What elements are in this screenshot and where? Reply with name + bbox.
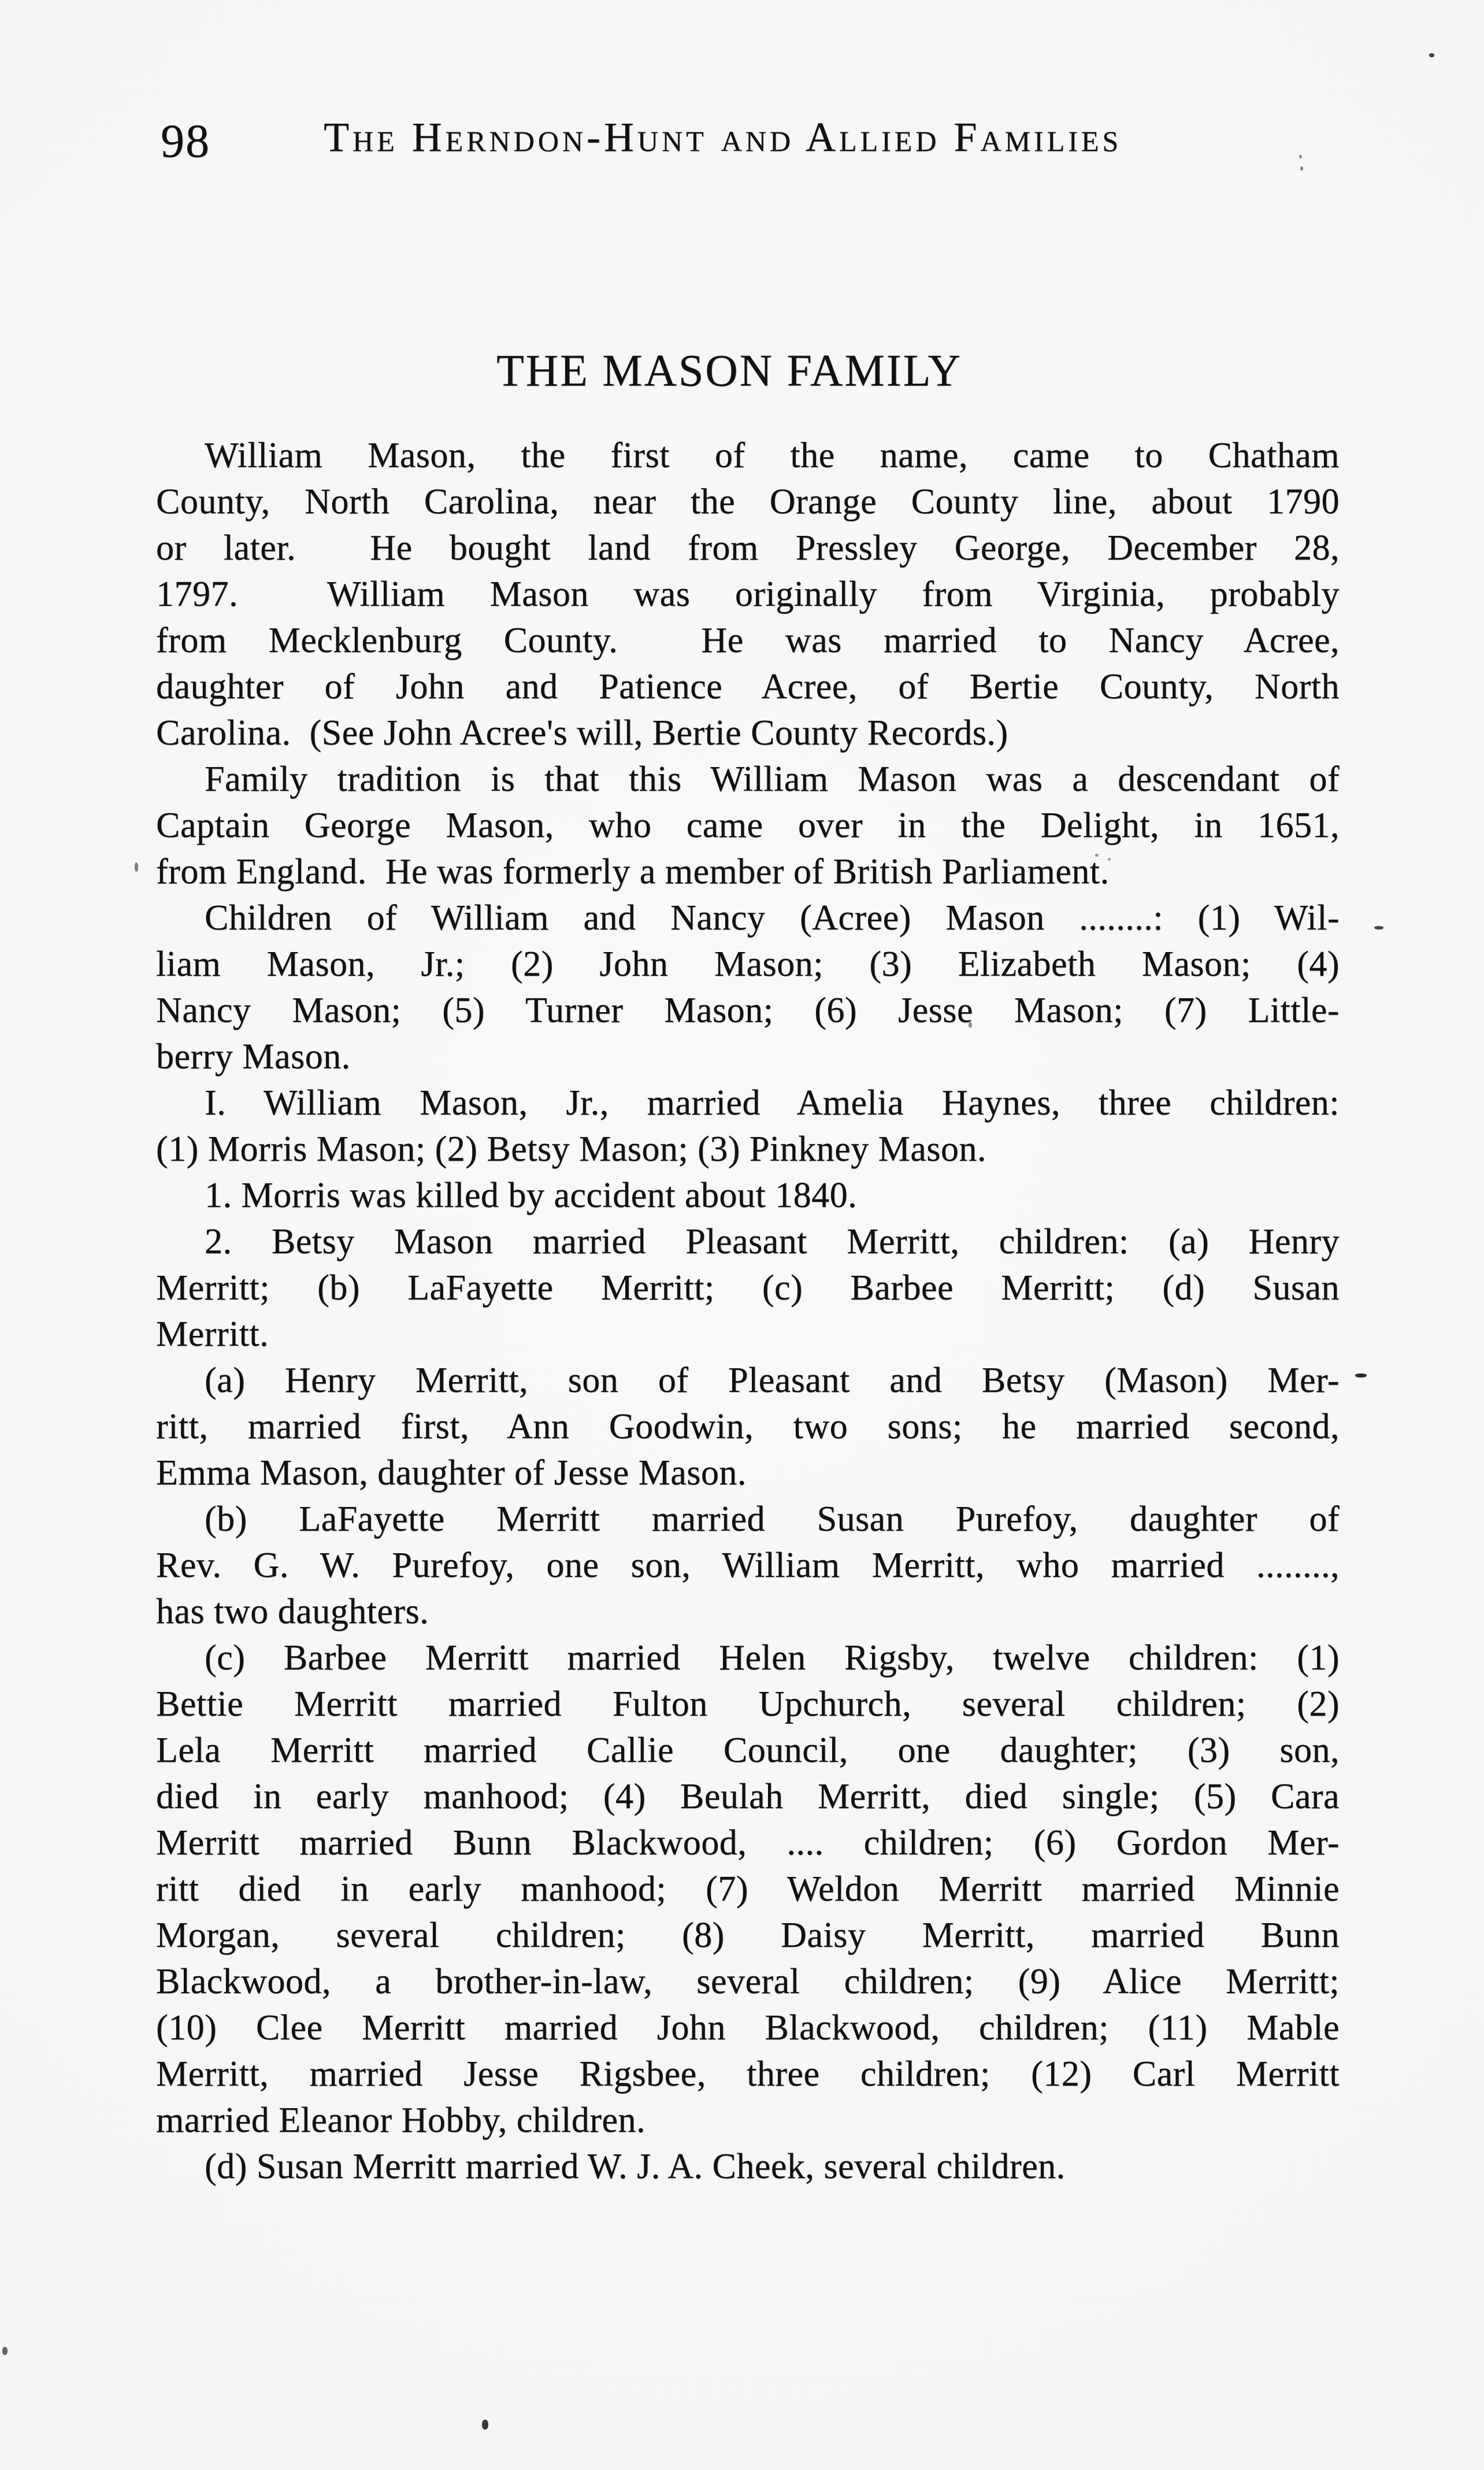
text-line: Captain George Mason, who came over in the Delight, in 1651, xyxy=(156,806,1340,845)
text-line: married Eleanor Hobby, children. xyxy=(156,2101,645,2140)
text-line: Family tradition is that this William Mason was a descendant of xyxy=(205,760,1340,799)
scan-speck xyxy=(969,1022,972,1028)
paragraph xyxy=(156,432,1340,756)
text-line: (b) LaFayette Merritt married Susan Purefoy, daughter of xyxy=(205,1499,1340,1539)
paragraph xyxy=(156,1172,1340,1219)
paragraph xyxy=(156,895,1340,1080)
scan-speck xyxy=(1300,166,1303,171)
scan-speck xyxy=(1108,858,1111,861)
section-title: THE MASON FAMILY xyxy=(496,345,962,395)
text-line: Children of William and Nancy (Acree) Mason ........: (1) Wil- xyxy=(205,898,1340,938)
text-line: 2. Betsy Mason married Pleasant Merritt, children: (a) Henry xyxy=(205,1222,1340,1261)
scan-speck xyxy=(1299,155,1302,158)
paragraph xyxy=(156,1219,1340,1357)
text-line: (a) Henry Merritt, son of Pleasant and Betsy (Mason) Mer- xyxy=(205,1361,1340,1400)
text-line: ritt, married first, Ann Goodwin, two sons; he married second, xyxy=(156,1407,1340,1446)
scan-speck xyxy=(1374,926,1383,930)
text-line: Rev. G. W. Purefoy, one son, William Merritt, who married ........, xyxy=(156,1546,1340,1585)
paragraph xyxy=(156,756,1340,895)
text-line: Merritt, married Jesse Rigsbee, three children; (12) Carl Merritt xyxy=(156,2054,1340,2094)
text-line: liam Mason, Jr.; (2) John Mason; (3) Elizabeth Mason; (4) xyxy=(156,945,1340,984)
text-line: 1. Morris was killed by accident about 1840. xyxy=(205,1176,858,1215)
text-line: died in early manhood; (4) Beulah Merritt, died single; (5) Cara xyxy=(156,1777,1340,1816)
text-line: or later. He bought land from Pressley George, December 28, xyxy=(156,528,1340,568)
text-line: Lela Merritt married Callie Council, one daughter; (3) son, xyxy=(156,1731,1340,1770)
text-line: Merritt married Bunn Blackwood, .... children; (6) Gordon Mer- xyxy=(156,1823,1340,1862)
text-line: (c) Barbee Merritt married Helen Rigsby, twelve children: (1) xyxy=(205,1638,1340,1677)
running-head: The Herndon-Hunt and Allied Families xyxy=(324,114,1122,160)
body-text xyxy=(156,432,1340,2190)
scan-speck xyxy=(135,862,138,872)
paragraph xyxy=(156,1635,1340,2143)
text-line: Morgan, several children; (8) Daisy Merritt, married Bunn xyxy=(156,1916,1340,1955)
paragraph xyxy=(156,1080,1340,1172)
scan-speck xyxy=(1095,854,1099,857)
scan-speck xyxy=(1429,53,1434,57)
text-line: Nancy Mason; (5) Turner Mason; (6) Jesse Mason; (7) Little- xyxy=(156,991,1340,1030)
text-line: Blackwood, a brother-in-law, several children; (9) Alice Merritt; xyxy=(156,1962,1340,2001)
text-line: Bettie Merritt married Fulton Upchurch, several children; (2) xyxy=(156,1684,1340,1724)
text-line: Emma Mason, daughter of Jesse Mason. xyxy=(156,1453,747,1493)
text-line: 1797. William Mason was originally from Virginia, probably xyxy=(156,575,1340,614)
text-line: (1) Morris Mason; (2) Betsy Mason; (3) Pinkney Mason. xyxy=(156,1130,986,1169)
text-line: Carolina. (See John Acree's will, Bertie County Records.) xyxy=(156,713,1008,753)
text-line: berry Mason. xyxy=(156,1037,351,1076)
text-line: Merritt; (b) LaFayette Merritt; (c) Barbee Merritt; (d) Susan xyxy=(156,1268,1340,1308)
text-line: William Mason, the first of the name, came to Chatham xyxy=(205,436,1340,475)
text-line: (d) Susan Merritt married W. J. A. Cheek, several children. xyxy=(205,2147,1066,2186)
text-line: daughter of John and Patience Acree, of Bertie County, North xyxy=(156,667,1340,706)
text-line: I. William Mason, Jr., married Amelia Haynes, three children: xyxy=(205,1083,1340,1123)
text-line: ritt died in early manhood; (7) Weldon Merritt married Minnie xyxy=(156,1869,1340,1909)
scan-speck xyxy=(2,2347,8,2355)
paragraph xyxy=(156,1496,1340,1635)
paragraph xyxy=(156,2143,1340,2190)
paragraph xyxy=(156,1357,1340,1496)
text-line: (10) Clee Merritt married John Blackwood, children; (11) Mable xyxy=(156,2008,1340,2047)
scan-speck xyxy=(1355,1373,1367,1377)
text-line: from Mecklenburg County. He was married to Nancy Acree, xyxy=(156,621,1340,660)
text-line: Merritt. xyxy=(156,1314,269,1354)
text-line: has two daughters. xyxy=(156,1592,429,1631)
scan-speck xyxy=(482,2420,488,2430)
text-line: from England. He was formerly a member of British Parliament. xyxy=(156,852,1110,891)
text-line: County, North Carolina, near the Orange County line, about 1790 xyxy=(156,482,1340,521)
page-number: 98 xyxy=(161,114,210,167)
